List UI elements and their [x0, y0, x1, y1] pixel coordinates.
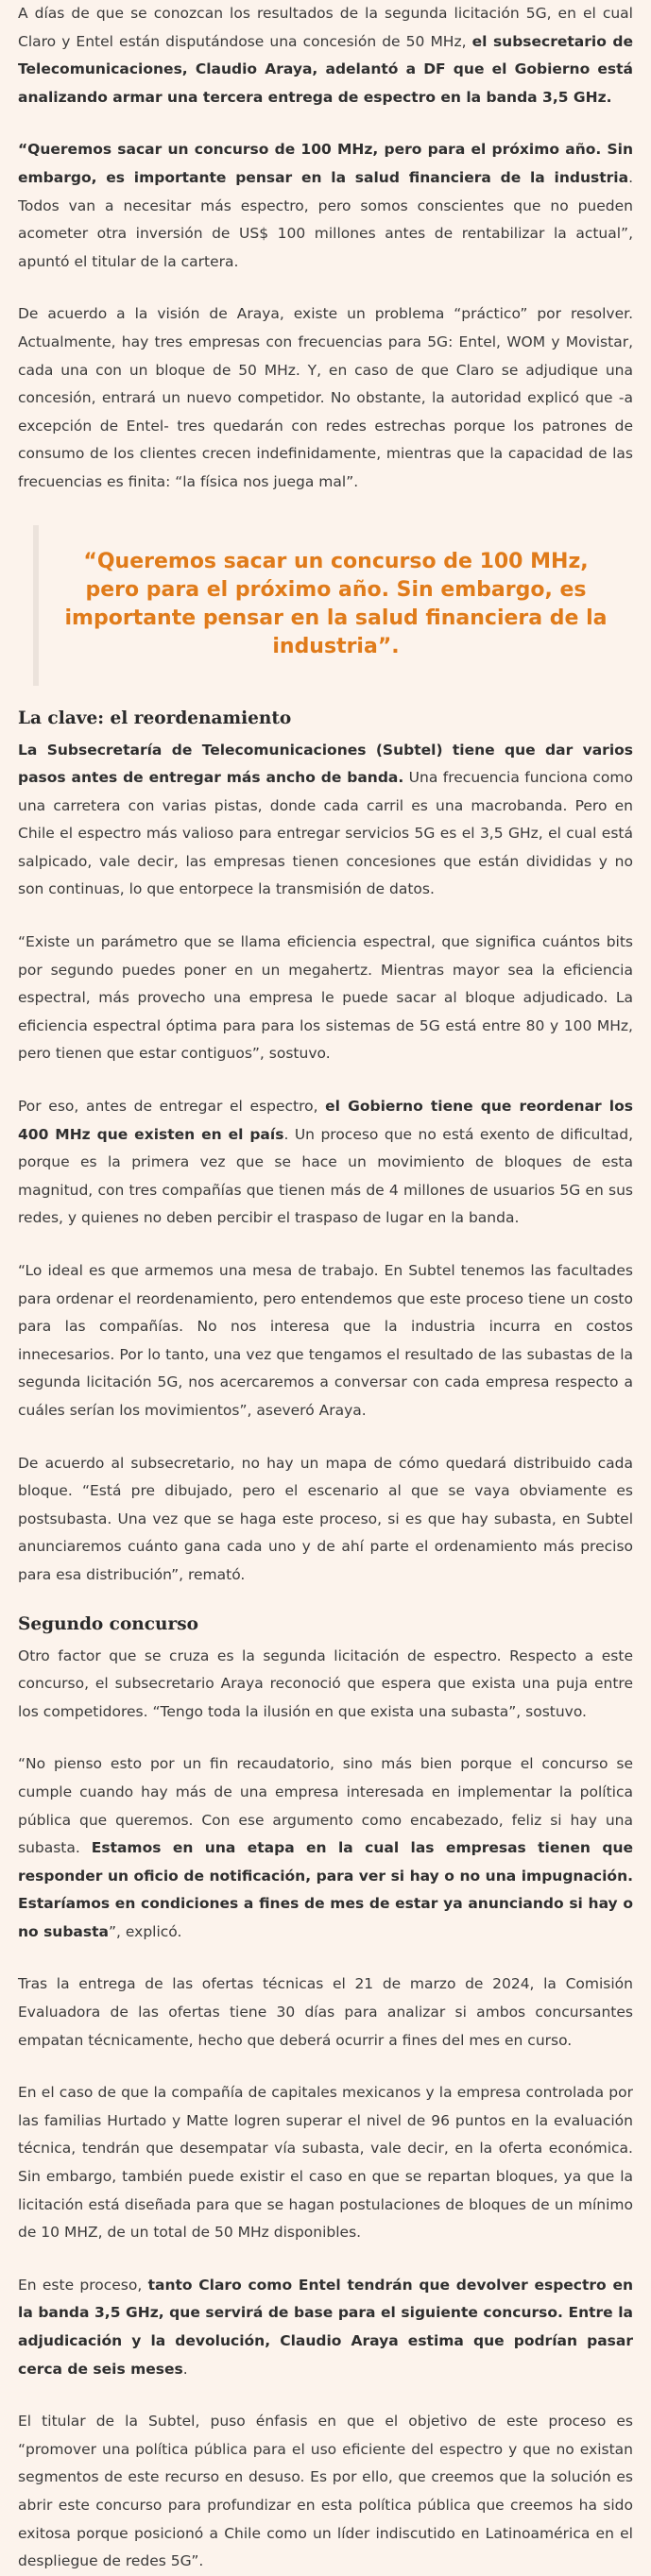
text-run: “Lo ideal es que armemos una mesa de trabajo. En Subtel tenemos las facultades para ordenar el reordenamiento, pero entendemos que este proceso tiene un costo para las compañías. No nos interesa que la industria incurra en costos innecesarios. Por lo tanto, una vez que tengamos el resultado de las subastas de la segunda licitación 5G, nos acercaremos a conversar con cada empresa respecto a cuáles serían los movimientos”, aseveró Araya. — [18, 1262, 633, 1419]
body-paragraph — [18, 1750, 633, 1946]
body-paragraph — [18, 136, 633, 276]
text-run: . Todos van a necesitar más espectro, pero somos conscientes que no pueden acometer otra inversión de US$ 100 millones antes de rentabilizar la actual”, apuntó el titular de la cartera. — [18, 168, 633, 270]
body-paragraph — [18, 0, 633, 111]
segundo-concurso-section — [18, 1643, 633, 2576]
intro-section — [18, 0, 633, 497]
body-paragraph — [18, 1643, 633, 1727]
text-run: En este proceso, — [18, 2276, 148, 2294]
bold-text: tanto Claro como Entel tendrán que devolver espectro en la banda 3,5 GHz, que servirá de base para el siguiente concurso. Entre la adjudicación y la devolución, Claudio Araya estima que podrían pasar cerca de seis meses — [18, 2276, 633, 2378]
body-paragraph — [18, 737, 633, 905]
body-paragraph — [18, 2272, 633, 2383]
text-run: Una frecuencia funciona como una carretera con varias pistas, donde cada carril es una macrobanda. Pero en Chile el espectro más valioso para entregar servicios 5G es el 3,5 GHz, el cual está salpicado, vale decir, las empresas tienen concesiones que están divididas y no son continuas, lo que entorpece la transmisión de datos. — [18, 769, 633, 898]
section-heading-reordenamiento: La clave: el reordenamiento — [18, 708, 292, 728]
text-run: De acuerdo a la visión de Araya, existe un problema “práctico” por resolver. Actualmente, hay tres empresas con frecuencias para 5G: Entel, WOM y Movistar, cada una con un bloque de 50 MHz. Y, en caso de que Claro se adjudique una concesión, entrará un nuevo competidor. No obstante, la autoridad explicó que -a excepción de Entel- tres quedarán con redes estrechas porque los patrones de consumo de los clientes crecen indefinidamente, mientras que la capacidad de las frecuencias es finita: “la física nos juega mal”. — [18, 305, 633, 490]
text-run: El titular de la Subtel, puso énfasis en que el objetivo de este proceso es “promover una política pública para el uso eficiente del espectro y que no existan segmentos de este recurso en desuso. Es por ello, que creemos que la solución es abrir este concurso para profundizar en esta política pública que creemos ha sido exitosa porque posicionó a Chile como un líder indiscutido en Latinoamérica en el despliegue de redes 5G”. — [18, 2413, 633, 2570]
body-paragraph — [18, 1257, 633, 1425]
body-paragraph — [18, 2079, 633, 2247]
text-run: Otro factor que se cruza es la segunda licitación de espectro. Respecto a este concurso, el subsecretario Araya reconoció que espera que exista una puja entre los competidores. “Tengo toda la ilusión en que exista una subasta”, sostuvo. — [18, 1646, 633, 1720]
pull-quote: “Queremos sacar un concurso de 100 MHz, pero para el próximo año. Sin embargo, es importante pensar en la salud financiera de la industria”. — [33, 525, 633, 686]
text-run: En el caso de que la compañía de capitales mexicanos y la empresa controlada por las familias Hurtado y Matte logren superar el nivel de 96 puntos en la evaluación técnica, tendrán que desempatar vía subasta, vale decir, en la oferta económica. Sin embargo, también puede existir el caso en que se repartan bloques, ya que la licitación está diseñada para que se hagan postulaciones de bloques de un mínimo de 10 MHZ, de un total de 50 MHz disponibles. — [18, 2084, 633, 2242]
text-run: A días de que se conozcan los resultados de la segunda licitación 5G, en el cual Claro y Entel están disputándose una concesión de 50 MHz, — [18, 5, 633, 50]
bold-text: el Gobierno tiene que reordenar los 400 MHz que existen en el país — [18, 1098, 633, 1143]
body-paragraph — [18, 1093, 633, 1233]
body-paragraph — [18, 2408, 633, 2576]
text-run: De acuerdo al subsecretario, no hay un mapa de cómo quedará distribuido cada bloque. “Está pre dibujado, pero el escenario al que se vaya obviamente es postsubasta. Una vez que se haga este proceso, si es que hay subasta, en Subtel anunciaremos cuánto gana cada uno y de ahí parte el ordenamiento más preciso para esa distribución”, remató. — [18, 1454, 633, 1583]
reordenamiento-section — [18, 737, 633, 1590]
section-heading-segundo-concurso: Segundo concurso — [18, 1613, 198, 1634]
text-run: ”, explicó. — [109, 1922, 182, 1940]
text-run: Tras la entrega de las ofertas técnicas el 21 de marzo de 2024, la Comisión Evaluadora de las ofertas tiene 30 días para analizar si ambos concursantes empatan técnicamente, hecho que deberá ocurrir a fines del mes en curso. — [18, 1975, 633, 2049]
bold-text: “Queremos sacar un concurso de 100 MHz, pero para el próximo año. Sin embargo, es importante pensar en la salud financiera de la industria — [18, 141, 633, 186]
text-run: . Un proceso que no está exento de dificultad, porque es la primera vez que se hace un movimiento de bloques de esta magnitud, con tres compañías que tienen más de 4 millones de usuarios 5G en sus redes, y quienes no deben percibir el traspaso de lugar en la banda. — [18, 1125, 633, 1227]
text-run: “No pienso esto por un fin recaudatorio, sino más bien porque el concurso se cumple cuando hay más de una empresa interesada en implementar la política pública que queremos. Con ese argumento como encabezado, feliz si hay una subasta. — [18, 1755, 633, 1857]
bold-text: La Subsecretaría de Telecomunicaciones (Subtel) tiene que dar varios pasos antes de entregar más ancho de banda. — [18, 741, 633, 787]
body-paragraph — [18, 1450, 633, 1590]
bold-text: el subsecretario de Telecomunicaciones, Claudio Araya, adelantó a DF que el Gobierno está analizando armar una tercera entrega de espectro en la banda 3,5 GHz. — [18, 32, 633, 106]
body-paragraph — [18, 929, 633, 1068]
bold-text: Estamos en una etapa en la cual las empresas tienen que responder un oficio de notificación, para ver si hay o no una impugnación. Estaríamos en condiciones a fines de mes de estar ya anunciando si hay o no subasta — [18, 1839, 634, 1940]
body-paragraph — [18, 300, 633, 496]
text-run: Por eso, antes de entregar el espectro, — [18, 1098, 326, 1116]
text-run: “Existe un parámetro que se llama eficiencia espectral, que significa cuántos bits por segundo puedes poner en un megahertz. Mientras mayor sea la eficiencia espectral, más provecho una empresa le puede sacar al bloque adjudicado. La eficiencia espectral óptima para para los sistemas de 5G está entre 80 y 100 MHz, pero tienen que estar contiguos”, sostuvo. — [18, 933, 633, 1063]
body-paragraph — [18, 1970, 633, 2055]
text-run: . — [182, 2360, 188, 2378]
